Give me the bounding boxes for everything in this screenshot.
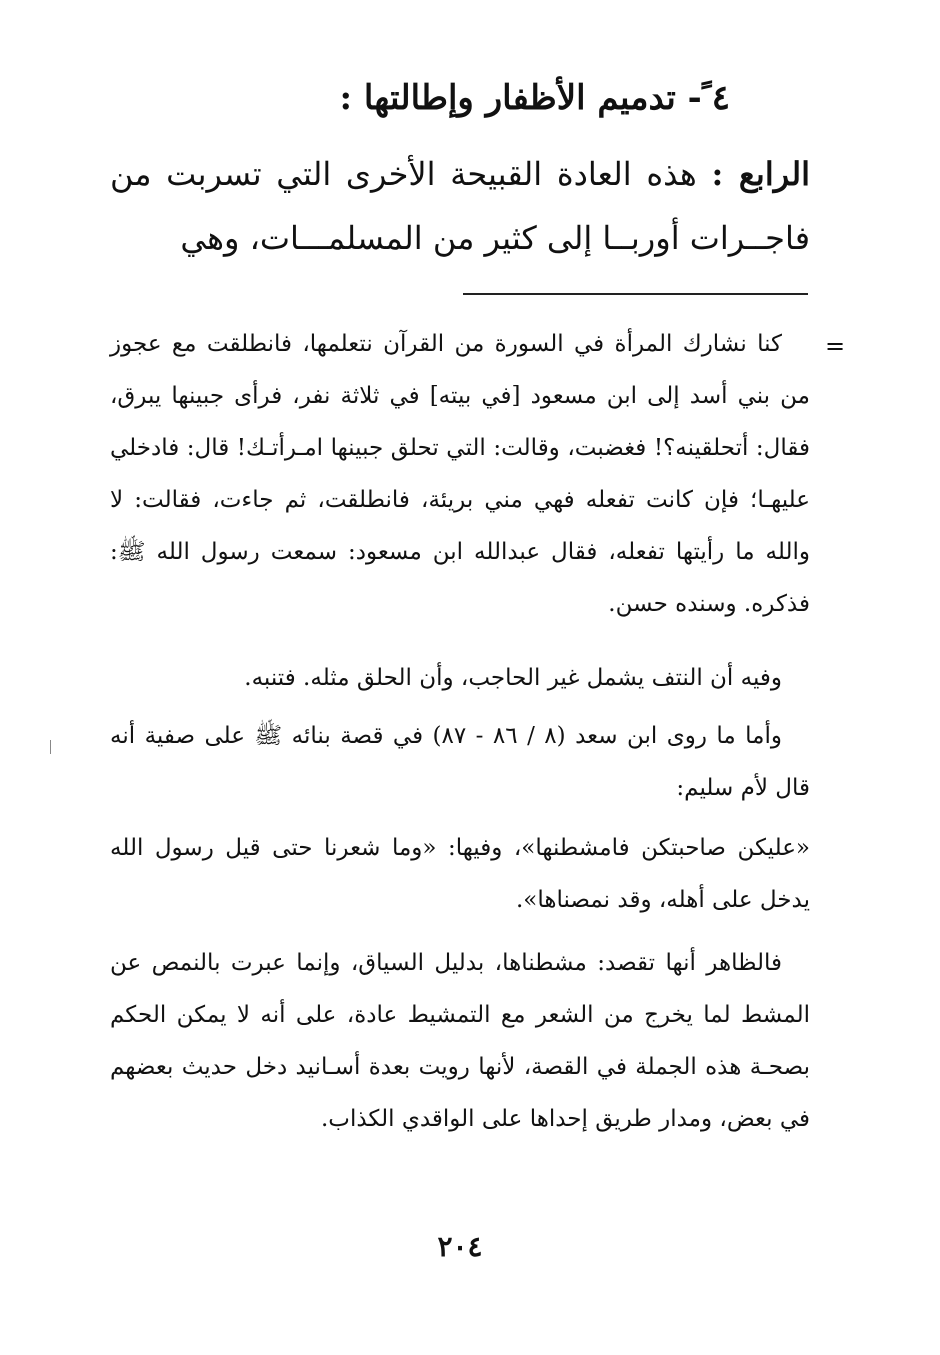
footnote-separator — [463, 293, 808, 295]
margin-mark — [50, 740, 51, 754]
paragraph-lead: الرابع : — [711, 155, 811, 193]
page-number: ٢٠٤ — [437, 1230, 483, 1263]
section-heading: ٤ ً- تدميم الأظفار وإطالتها : — [339, 78, 730, 118]
footnote-paragraph: وفيه أن النتف يشمل غير الحاجب، وأن الحلق مثله. فتنبه. — [244, 665, 782, 691]
book-page — [110, 0, 810, 1355]
footnote-paragraph: «عليكن صاحبتكن فامشطنها»، وفيها: «وما شعرنا حتى قيل رسول الله يدخل على أهله، وقد نمصناها». — [110, 835, 810, 913]
footnote-paragraph: وأما ما روى ابن سعد (٨ / ٨٦ - ٨٧) في قصة بنائه ﷺ على صفية أنه قال لأم سليم: — [110, 723, 810, 801]
paragraph-text: هذه العادة القبيحة الأخرى التي تسربت من فاجــرات أوربــا إلى كثير من المسلمـــات، وهي — [110, 155, 810, 257]
continuation-mark: = — [825, 332, 846, 360]
main-paragraph — [110, 142, 810, 270]
footnote-paragraph: فالظاهر أنها تقصد: مشطناها، بدليل السياق، وإنما عبرت بالنمص عن المشط لما يخرج من الشعر مع التمشيط عادة، على أنه لا يمكن الحكم بصحـة هذه الجملة في القصة، لأنها رويت بعدة أسـانيد دخل حديث بعضهم في بعض، ومدار طريق إحداها على الواقدي الكذاب. — [110, 950, 810, 1132]
footnote-paragraph: كنا نشارك المرأة في السورة من القرآن نتعلمها، فانطلقت مع عجوز من بني أسد إلى ابن مسعود [في بيته] في ثلاثة نفر، فرأى جبينها يبرق، فقال: أتحلقينه؟! فغضبت، وقالت: التي تحلق جبينها امـرأتـك! قال: فادخلي عليهـا؛ فإن كانت تفعله فهي مني بريئة، فانطلقت، ثم جاءت، فقالت: لا والله ما رأيتها تفعله، فقال عبدالله ابن مسعود: سمعت رسول الله ﷺ: فذكره. وسنده حسن. — [110, 331, 810, 617]
